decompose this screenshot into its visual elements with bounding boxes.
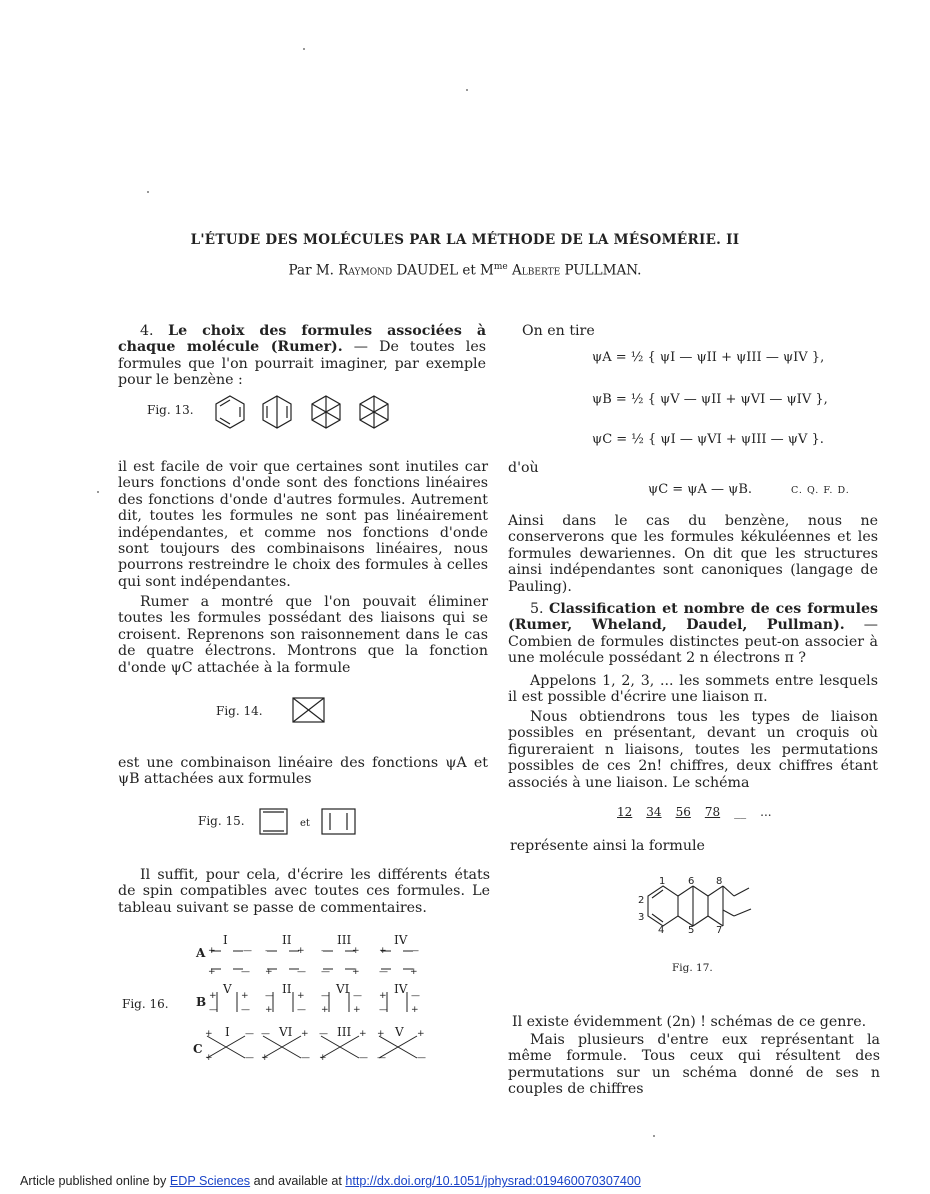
svg-text:—: — [265, 946, 274, 956]
footer-citation: Article published online by EDP Sciences and available at http://dx.doi.org/10.1051/jphysrad:019460070307400 [20, 1174, 641, 1188]
fig16-spin-diagrams [205, 944, 430, 1074]
fig17-formula-diagram [634, 876, 760, 942]
svg-text:—: — [243, 946, 252, 956]
scan-speck [466, 89, 468, 91]
schema-pair: 56 [675, 805, 691, 819]
svg-text:+: + [301, 1029, 309, 1039]
fig13-benzene-formulas [212, 393, 397, 433]
schema-pair: 34 [646, 805, 662, 819]
article-title: L'ÉTUDE DES MOLÉCULES PAR LA MÉTHODE DE LA MÉSOMÉRIE. II [190, 232, 740, 248]
svg-text:+: + [410, 967, 418, 977]
svg-text:—: — [241, 967, 250, 977]
svg-text:+: + [352, 967, 360, 977]
svg-text:—: — [321, 946, 330, 956]
right-paragraph-9: Il existe évidemment (2n) ! schémas de ce genre. [512, 1014, 867, 1030]
svg-text:—: — [353, 991, 362, 1001]
fig16-b-roman-4: IV [394, 982, 408, 996]
svg-text:+: + [265, 1005, 273, 1015]
right-paragraph-6: Appelons 1, 2, 3, ... les sommets entre lesquels il est possible d'écrire une liaison π. [508, 673, 878, 706]
fig15-formula-a [259, 808, 289, 836]
fig13-label: Fig. 13. [147, 403, 194, 417]
fig16-c-roman-3: III [337, 1025, 352, 1039]
fig15-et: et [300, 818, 310, 829]
svg-text:+: + [265, 967, 273, 977]
right-paragraph-10: Mais plusieurs d'entre eux représentant la même formule. Tous ceux qui résultent des permutations sur un schéma donné de ses n couples de chiffres [508, 1032, 880, 1098]
svg-text:+: + [417, 1029, 425, 1039]
svg-text:—: — [411, 991, 420, 1001]
section-4-intro: 4. Le choix des formules associées à chaque molécule (Rumer). — De toutes les formules que l'on pourrait imaginer, par exemple pour le benzène : [118, 323, 487, 389]
svg-text:—: — [359, 1053, 368, 1063]
permutation-schema [617, 805, 786, 819]
left-paragraph-1: il est facile de voir que certaines sont inutiles car leurs fonctions d'onde sont des fonctions linéaires des fonctions d'onde d'autres formules. Autrement dit, toutes les formules ne sont pas linéairement indépendantes, et comme nos fonctions d'onde sont toujours des combinaisons linéaires, nous pourrons restreindre le choix des formules à celles qui sont indépendantes. [118, 459, 488, 590]
right-paragraph-5: Ainsi dans le cas du benzène, nous ne conserverons que les formules kékuléennes et les formules dewariennes. On dit que les structures ainsi indépendantes sont canoniques (langage de Pauling). [508, 513, 878, 595]
left-paragraph-2: Rumer a montré que l'on pouvait éliminer toutes les formules possédant des liaisons qui se croisent. Reprenons son raisonnement dans le cas de quatre électrons. Montrons que la fonction d'onde ψC attachée à la formule [118, 594, 488, 676]
svg-text:+: + [208, 946, 216, 956]
svg-text:—: — [297, 967, 306, 977]
svg-text:+: + [353, 1005, 361, 1015]
svg-text:—: — [209, 1005, 218, 1015]
equation-psi-c: ψC = ½ { ψI — ψVI + ψIII — ψV }. [592, 432, 824, 447]
svg-text:+: + [379, 991, 387, 1001]
svg-text:+: + [411, 1005, 419, 1015]
left-paragraph-4: Il suffit, pour cela, d'écrire les différents états de spin compatibles avec toutes ces formules. Le tableau suivant se passe de commentaires. [118, 867, 490, 916]
fig17-vertex-4: 4 [658, 925, 665, 936]
cqfd: C. Q. F. D. [791, 485, 850, 496]
svg-text:—: — [301, 1053, 310, 1063]
equation-final: ψC = ψA — ψB. [648, 482, 753, 497]
svg-text:+: + [321, 1005, 329, 1015]
schema-pair: __ [734, 805, 747, 819]
fig16-b-roman-2: II [282, 982, 292, 996]
fig16-row-c: C [193, 1042, 203, 1056]
scan-speck [653, 1135, 655, 1137]
dou: d'où [508, 460, 539, 476]
svg-text:—: — [265, 991, 274, 1001]
fig15-formula-b [321, 808, 357, 836]
svg-text:+: + [261, 1053, 269, 1063]
svg-text:—: — [297, 1005, 306, 1015]
svg-text:—: — [321, 967, 330, 977]
fig16-label: Fig. 16. [122, 997, 169, 1011]
svg-text:+: + [319, 1053, 327, 1063]
equation-psi-a: ψA = ½ { ψI — ψII + ψIII — ψIV }, [592, 350, 825, 365]
fig16-a-roman-2: II [282, 933, 292, 947]
svg-text:—: — [321, 991, 330, 1001]
svg-text:+: + [379, 946, 387, 956]
fig16-b-roman-1: V [223, 982, 232, 996]
svg-text:—: — [245, 1029, 254, 1039]
svg-text:—: — [417, 1053, 426, 1063]
fig16-a-roman-3: III [337, 933, 352, 947]
schema-pair: ... [760, 805, 772, 819]
svg-text:—: — [377, 1053, 386, 1063]
schema-pair: 78 [704, 805, 721, 819]
svg-text:—: — [241, 1005, 250, 1015]
svg-text:+: + [297, 991, 305, 1001]
svg-text:+: + [208, 967, 216, 977]
fig17-vertex-5: 5 [688, 925, 695, 936]
right-paragraph-8: représente ainsi la formule [510, 838, 705, 854]
fig17-vertex-6: 6 [688, 876, 695, 887]
fig16-row-b: B [196, 995, 207, 1009]
scan-speck [303, 48, 305, 50]
fig14-label: Fig. 14. [216, 704, 263, 718]
svg-text:+: + [209, 991, 217, 1001]
fig17-vertex-7: 7 [716, 925, 723, 936]
scan-speck [97, 491, 99, 493]
svg-text:—: — [261, 1029, 270, 1039]
article-authors: Par M. Raymond DAUDEL et $M^{me}$ Alberte PULLMAN. [288, 262, 642, 279]
svg-text:+: + [241, 991, 249, 1001]
fig15-label: Fig. 15. [198, 814, 245, 828]
left-paragraph-3: est une combinaison linéaire des fonctions ψA et ψB attachées aux formules [118, 755, 488, 788]
svg-text:—: — [410, 946, 419, 956]
publisher-link[interactable]: EDP Sciences [169, 1174, 251, 1188]
fig16-row-a: A [196, 946, 206, 960]
svg-text:—: — [379, 967, 388, 977]
fig17-vertex-8: 8 [716, 876, 723, 887]
doi-link[interactable]: http://dx.doi.org/10.1051/jphysrad:019460070307400 [345, 1174, 641, 1188]
fig17-vertex-3: 3 [638, 912, 645, 923]
fig17-label: Fig. 17. [672, 962, 713, 974]
svg-text:—: — [379, 1005, 388, 1015]
equation-psi-b: ψB = ½ { ψV — ψII + ψVI — ψIV }, [592, 392, 828, 407]
svg-text:—: — [245, 1053, 254, 1063]
right-paragraph-7: Nous obtiendrons tous les types de liaison possibles en présentant, devant un croquis où figureraient n liaisons, toutes les permutations possibles de ces 2n! chiffres, deux chiffres étant associés à une liaison. Le schéma [508, 709, 878, 791]
fig16-c-roman-1: I [225, 1025, 230, 1039]
svg-text:+: + [359, 1029, 367, 1039]
fig14-crossed-square [292, 697, 326, 723]
schema-pair: 12 [617, 805, 633, 819]
on-en-tire: On en tire [522, 323, 595, 339]
section-5-intro: 5. Classification et nombre de ces formules (Rumer, Wheland, Daudel, Pullman). — Combien de formules distinctes peut-on associer à une molécule possédant 2 n électrons π ? [508, 601, 878, 667]
svg-text:—: — [319, 1029, 328, 1039]
fig17-vertex-2: 2 [638, 895, 645, 906]
fig16-a-roman-4: IV [394, 933, 408, 947]
fig16-c-roman-4: V [395, 1025, 404, 1039]
fig16-b-roman-3: VI [336, 982, 350, 996]
fig16-a-roman-1: I [223, 933, 228, 947]
svg-text:+: + [377, 1029, 385, 1039]
svg-text:+: + [352, 946, 360, 956]
svg-text:+: + [205, 1053, 213, 1063]
fig17-vertex-1: 1 [659, 876, 666, 887]
svg-text:+: + [297, 946, 305, 956]
scan-speck [147, 191, 149, 193]
svg-text:+: + [205, 1029, 213, 1039]
fig16-c-roman-2: VI [279, 1025, 293, 1039]
